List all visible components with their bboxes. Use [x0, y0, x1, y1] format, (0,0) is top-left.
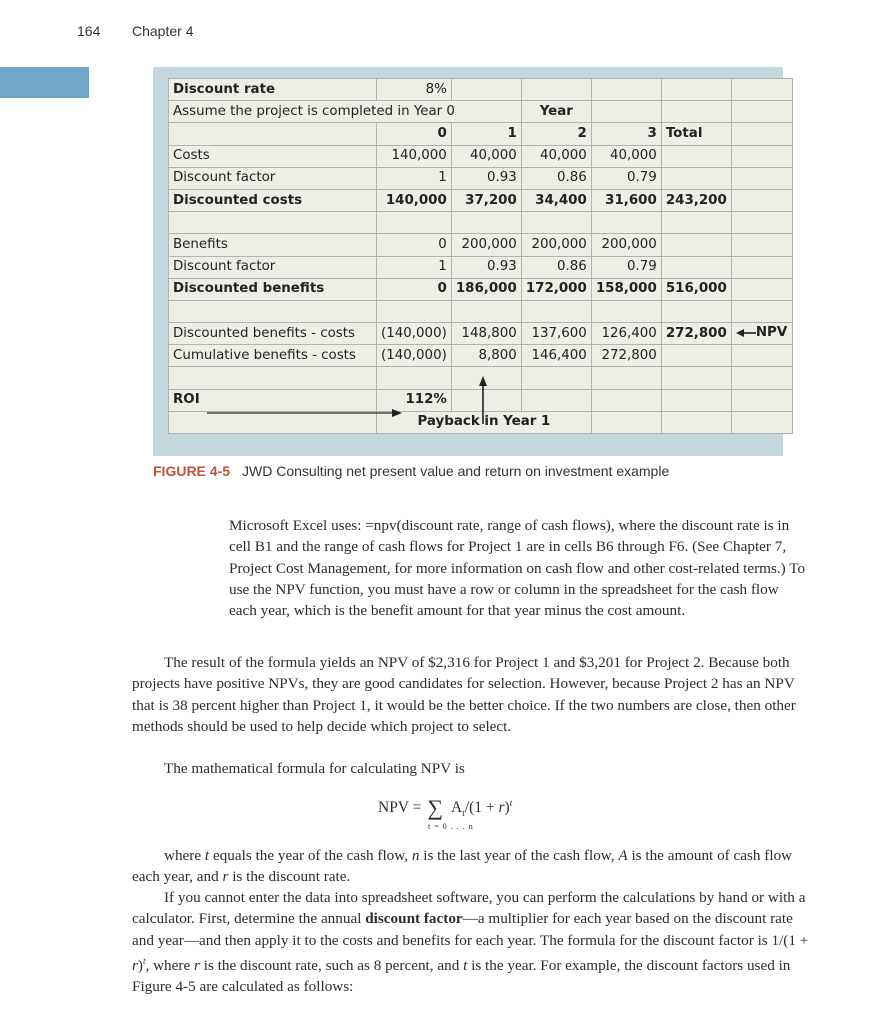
table-row [169, 345, 793, 367]
cell: 140,000 [377, 145, 452, 167]
text: is the last year of the cash flow, [419, 847, 619, 864]
discount-rate-label: Discount rate [169, 79, 377, 101]
var-a: A [618, 847, 628, 864]
cell: 0 [377, 234, 452, 256]
paragraph-npv-result: The result of the formula yields an NPV of $2,316 for Project 1 and $3,201 for Project 2. Because both projects have positive NPVs, they are good candidates for selection. However, because Project 2 has an NPV that is 38 percent higher than Project 1, it would be the better choice. If the two numbers are close, then other methods should be used to help decide which project to select. [132, 654, 796, 735]
text: is the discount rate. [228, 868, 351, 886]
cell: 200,000 [451, 234, 521, 256]
cell: 0.86 [521, 256, 591, 278]
cell: 40,000 [521, 145, 591, 167]
text: —a multiplier for each year based on the discount rate and year—and then apply it to the costs and benefits for each year. The formula for the discount factor is 1/(1 + [132, 910, 809, 949]
row-label: Discount factor [169, 167, 377, 189]
row-label: Discounted costs [169, 189, 377, 211]
text: equals the year of the cash flow, [209, 847, 412, 864]
table-row [169, 323, 793, 345]
cell: 0.86 [521, 167, 591, 189]
row-label: Costs [169, 145, 377, 167]
table-row [169, 256, 793, 278]
arrow-left-icon [736, 328, 756, 338]
text: is the amount of cash flow each year, and [132, 847, 793, 886]
cell: 272,800 [591, 345, 661, 367]
cell: 37,200 [451, 189, 521, 211]
cell: 158,000 [591, 278, 661, 300]
cell: 0.79 [591, 167, 661, 189]
cell: 0.79 [591, 256, 661, 278]
page-number: 164 [77, 23, 101, 39]
figure-caption-text: JWD Consulting net present value and return on investment example [242, 463, 670, 479]
formula-b: /(1 + [464, 799, 499, 816]
roi-value: 112% [377, 389, 452, 411]
cell: 148,800 [451, 323, 521, 345]
cell: 8,800 [451, 345, 521, 367]
sigma-icon: ∑ [427, 795, 444, 820]
npv-label: NPV [755, 324, 788, 340]
cell-total [661, 345, 731, 367]
var-r: r [132, 956, 138, 974]
side-accent-bar [0, 67, 89, 98]
sum-range: t = 0 . . . n [428, 822, 474, 831]
cell: 40,000 [591, 145, 661, 167]
npv-total: 272,800 [661, 323, 731, 345]
cell-total [661, 234, 731, 256]
formula-exp: t [509, 797, 513, 808]
table-row [169, 167, 793, 189]
table-row [169, 234, 793, 256]
cell: 200,000 [591, 234, 661, 256]
roi-arrow-icon [207, 408, 402, 418]
cell: 0 [377, 278, 452, 300]
year-header: Year [521, 101, 591, 123]
total-header: Total [661, 123, 731, 145]
cell-total: 243,200 [661, 189, 731, 211]
formula-sub: t [462, 808, 465, 819]
payback-arrow-icon [478, 376, 488, 424]
text: is the discount rate, such as 8 percent, and [199, 956, 464, 974]
cell: 40,000 [451, 145, 521, 167]
cell: 0.93 [451, 256, 521, 278]
year-2: 2 [521, 123, 591, 145]
npv-annotation [731, 323, 792, 345]
cell: (140,000) [377, 323, 452, 345]
var-t: t [463, 956, 468, 974]
table-row [169, 145, 793, 167]
table-row [169, 79, 793, 101]
npv-formula [378, 792, 513, 831]
text: If you cannot enter the data into spreadsheet software, you can perform the calculations by hand or with a calculator. First, determine the annual [132, 889, 806, 928]
row-label: Discounted benefits [169, 278, 377, 300]
paragraph-formula-intro: The mathematical formula for calculating NPV is [164, 760, 465, 777]
text: ) [137, 956, 143, 974]
var-t: t [204, 847, 210, 864]
paragraph-variables [132, 845, 810, 888]
figure-label: FIGURE 4-5 [153, 463, 231, 479]
text: is the year. For example, the discount factors used in Figure 4-5 are calculated as follows: [132, 956, 791, 996]
table-row-empty [169, 212, 793, 234]
cell: 140,000 [377, 189, 452, 211]
formula-a: A [451, 799, 463, 816]
paragraph-discount-factor [132, 887, 810, 998]
cell: 146,400 [521, 345, 591, 367]
cell-total [661, 145, 731, 167]
excel-note: Microsoft Excel uses: =npv(discount rate, range of cash flows), where the discount rate is in cell B1 and the range of cash flows for Project 1 are in cells B6 through F6. (See Chapter 7, Project Cost Management, for more information on cash flow and other cost-related terms.) To use the NPV function, you must have a row or column in the spreadsheet for the cash flow each year, which is the benefit amount for that year minus the cost amount. [229, 517, 806, 620]
cell: 186,000 [451, 278, 521, 300]
table-row [169, 101, 793, 123]
discount-rate-value: 8% [377, 79, 452, 101]
row-label: Benefits [169, 234, 377, 256]
text: where [164, 847, 205, 864]
cell: 0.93 [451, 167, 521, 189]
var-t-exp: t [142, 955, 146, 966]
figure-caption [153, 463, 669, 479]
formula-c: ) [504, 799, 510, 816]
cell: 126,400 [591, 323, 661, 345]
cell: 1 [377, 167, 452, 189]
cell: 200,000 [521, 234, 591, 256]
roi-label: ROI [169, 389, 377, 411]
year-1: 1 [451, 123, 521, 145]
year-3: 3 [591, 123, 661, 145]
table-row [169, 189, 793, 211]
cell: 1 [377, 256, 452, 278]
var-r: r [222, 868, 229, 886]
cell-total: 516,000 [661, 278, 731, 300]
formula-lhs: NPV = [378, 799, 422, 816]
var-n: n [411, 847, 420, 864]
row-label: Discounted benefits - costs [169, 323, 377, 345]
table-row [169, 123, 793, 145]
year-0: 0 [377, 123, 452, 145]
cell: 137,600 [521, 323, 591, 345]
row-label: Discount factor [169, 256, 377, 278]
table-row [169, 278, 793, 300]
assumption-text: Assume the project is completed in Year 0 [169, 101, 522, 123]
cell-total [661, 256, 731, 278]
cell: 172,000 [521, 278, 591, 300]
cell: 34,400 [521, 189, 591, 211]
text: , where [145, 956, 194, 974]
cell: 31,600 [591, 189, 661, 211]
cell: (140,000) [377, 345, 452, 367]
formula-r: r [498, 799, 505, 816]
cell-total [661, 167, 731, 189]
term-discount-factor: discount factor [365, 910, 463, 928]
chapter-title: Chapter 4 [132, 23, 194, 39]
row-label: Cumulative benefits - costs [169, 345, 377, 367]
table-row-empty [169, 300, 793, 322]
payback-label: Payback in Year 1 [377, 411, 592, 433]
var-r: r [194, 956, 200, 974]
